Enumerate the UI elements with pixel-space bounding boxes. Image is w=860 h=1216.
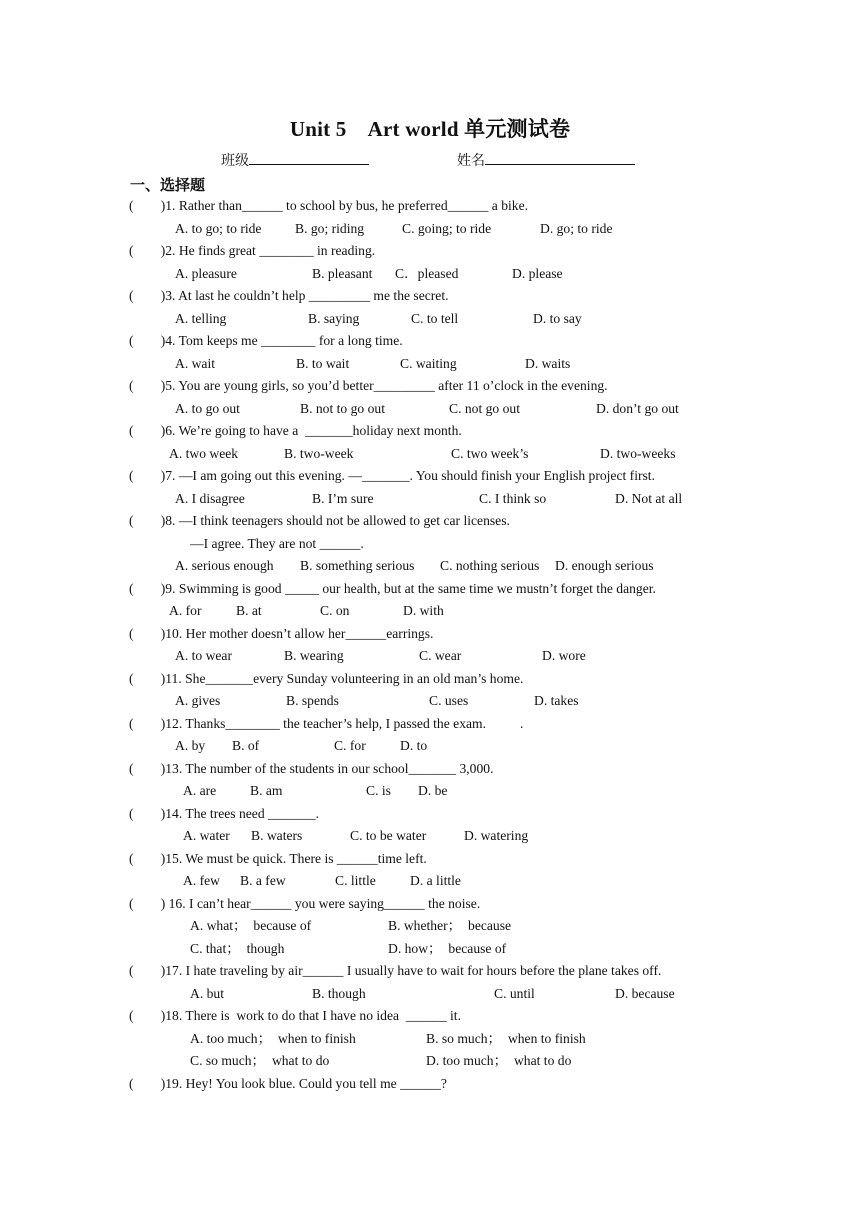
question-text: ( )4. Tom keeps me ________ for a long time. bbox=[129, 333, 403, 348]
answer-option[interactable]: A. are bbox=[183, 783, 217, 798]
answer-option[interactable]: D. waits bbox=[525, 355, 571, 371]
answer-option[interactable]: A. pleasure bbox=[175, 265, 237, 281]
answer-option[interactable]: C. waiting bbox=[400, 355, 457, 371]
answer-option[interactable]: A. serious enough bbox=[175, 558, 274, 573]
question-text: ( )3. At last he couldn’t help _________ me the secret. bbox=[129, 288, 449, 303]
answer-option[interactable]: B. am bbox=[250, 783, 283, 798]
question-text: ( )10. Her mother doesn’t allow her______earrings. bbox=[129, 625, 434, 641]
answer-option[interactable]: C. that； though bbox=[190, 940, 285, 956]
answer-option[interactable]: B. whether； because bbox=[388, 918, 512, 933]
answer-option[interactable]: B. two-week bbox=[284, 445, 354, 461]
class-blank[interactable] bbox=[249, 151, 369, 165]
class-label: 班级 bbox=[221, 154, 249, 169]
section-heading: 一、选择题 bbox=[130, 178, 206, 194]
answer-option[interactable]: B. so much； when to finish bbox=[426, 1030, 586, 1046]
answer-option[interactable]: B. wearing bbox=[284, 648, 344, 663]
answer-option[interactable]: A. water bbox=[183, 828, 230, 843]
answer-option[interactable]: D. with bbox=[403, 603, 444, 618]
answer-option[interactable]: B. at bbox=[236, 603, 262, 618]
answer-option[interactable]: D. because bbox=[615, 985, 675, 1001]
answer-option[interactable]: D. takes bbox=[534, 693, 579, 708]
answer-option[interactable]: D. two-weeks bbox=[600, 445, 676, 461]
answer-option[interactable]: B. pleasant bbox=[312, 265, 373, 281]
question-text: ( )12. Thanks________ the teacher’s help, I passed the exam. . bbox=[129, 715, 524, 731]
answer-option[interactable]: B. saying bbox=[308, 310, 360, 326]
name-field bbox=[457, 150, 635, 170]
answer-option[interactable]: D. how； because of bbox=[388, 940, 507, 956]
answer-option[interactable]: B. to wait bbox=[296, 355, 350, 371]
answer-option[interactable]: A. too much； when to finish bbox=[190, 1030, 356, 1046]
answer-option[interactable]: A. to wear bbox=[175, 648, 232, 663]
answer-option[interactable]: A. two week bbox=[169, 445, 239, 461]
question-text: ( )2. He finds great ________ in reading. bbox=[129, 243, 376, 258]
answer-option[interactable]: B. a few bbox=[240, 873, 286, 888]
answer-option[interactable]: A. to go out bbox=[175, 400, 240, 416]
answer-option[interactable]: C. I think so bbox=[479, 490, 547, 506]
question-text: ( )18. There is work to do that I have no idea ______ it. bbox=[129, 1008, 461, 1023]
class-field bbox=[221, 150, 369, 170]
answer-option[interactable]: A. gives bbox=[175, 693, 221, 708]
question-text: —I agree. They are not ______. bbox=[190, 535, 364, 551]
answer-option[interactable]: D. please bbox=[512, 265, 563, 281]
answer-option[interactable]: C. uses bbox=[429, 693, 469, 708]
answer-option[interactable]: C. to be water bbox=[350, 828, 427, 843]
answer-option[interactable]: A. what； because of bbox=[190, 918, 312, 933]
answer-option[interactable]: C. so much； what to do bbox=[190, 1053, 330, 1068]
answer-option[interactable]: C. on bbox=[320, 603, 350, 618]
answer-option[interactable]: C. until bbox=[494, 985, 535, 1001]
answer-option[interactable]: A. I disagree bbox=[175, 490, 245, 506]
answer-option[interactable]: D. enough serious bbox=[555, 558, 654, 573]
answer-option[interactable]: C. not go out bbox=[449, 400, 520, 416]
answer-option[interactable]: D. Not at all bbox=[615, 490, 683, 506]
question-text: ( )11. She_______every Sunday volunteering in an old man’s home. bbox=[129, 670, 524, 686]
answer-option[interactable]: C. wear bbox=[419, 648, 462, 663]
answer-option[interactable]: C. two week’s bbox=[451, 445, 529, 461]
question-text: ( ) 16. I can’t hear______ you were saying______ the noise. bbox=[129, 895, 481, 911]
question-text: ( )7. —I am going out this evening. —_______. You should finish your English project first. bbox=[129, 468, 655, 483]
answer-option[interactable]: A. wait bbox=[175, 355, 216, 371]
question-text: ( )13. The number of the students in our school_______ 3,000. bbox=[129, 760, 494, 776]
answer-option[interactable]: A. telling bbox=[175, 310, 227, 326]
answer-option[interactable]: D. a little bbox=[410, 873, 461, 888]
answer-option[interactable]: A. few bbox=[183, 873, 220, 888]
question-text: ( )15. We must be quick. There is ______time left. bbox=[129, 850, 427, 866]
question-text: ( )6. We’re going to have a _______holiday next month. bbox=[129, 423, 462, 438]
answer-option[interactable]: A. but bbox=[190, 985, 224, 1001]
question-text: ( )9. Swimming is good _____ our health, but at the same time we mustn’t forget the danger. bbox=[129, 580, 656, 596]
answer-option[interactable]: D. don’t go out bbox=[596, 400, 679, 416]
page-title: Unit 5 Art world 单元测试卷 bbox=[289, 117, 571, 141]
answer-option[interactable]: B. of bbox=[232, 738, 260, 753]
answer-option[interactable]: A. by bbox=[175, 738, 206, 753]
question-text: ( )1. Rather than______ to school by bus, he preferred______ a bike. bbox=[129, 198, 529, 213]
answer-option[interactable]: C. for bbox=[334, 738, 366, 753]
answer-option[interactable]: B. go; riding bbox=[295, 220, 365, 236]
answer-option[interactable]: C. is bbox=[366, 783, 391, 798]
name-blank[interactable] bbox=[485, 151, 635, 165]
question-text: ( )19. Hey! You look blue. Could you tell me ______? bbox=[129, 1075, 447, 1091]
answer-option[interactable]: D. too much； what to do bbox=[426, 1053, 572, 1068]
answer-option[interactable]: B. something serious bbox=[300, 558, 415, 573]
answer-option[interactable]: C．pleased bbox=[395, 265, 459, 281]
answer-option[interactable]: B. though bbox=[312, 985, 366, 1001]
answer-option[interactable]: D. watering bbox=[464, 828, 529, 843]
answer-option[interactable]: B. waters bbox=[251, 828, 303, 843]
name-label: 姓名 bbox=[457, 154, 485, 169]
answer-option[interactable]: A. for bbox=[169, 603, 202, 618]
answer-option[interactable]: D. wore bbox=[542, 648, 586, 663]
answer-option[interactable]: A. to go; to ride bbox=[175, 220, 262, 236]
answer-option[interactable]: C. nothing serious bbox=[440, 558, 540, 573]
answer-option[interactable]: C. little bbox=[335, 873, 376, 888]
answer-option[interactable]: B. not to go out bbox=[300, 400, 385, 416]
question-text: ( )8. —I think teenagers should not be allowed to get car licenses. bbox=[129, 513, 510, 528]
question-text: ( )5. You are young girls, so you’d better_________ after 11 o’clock in the evening. bbox=[129, 378, 608, 393]
answer-option[interactable]: B. spends bbox=[286, 693, 339, 708]
answer-option[interactable]: D. go; to ride bbox=[540, 220, 613, 236]
answer-option[interactable]: D. to say bbox=[533, 310, 582, 326]
question-text: ( )17. I hate traveling by air______ I usually have to wait for hours before the plane takes off. bbox=[129, 963, 662, 978]
question-text: ( )14. The trees need _______. bbox=[129, 805, 320, 821]
answer-option[interactable]: B. I’m sure bbox=[312, 490, 374, 506]
answer-option[interactable]: C. to tell bbox=[411, 310, 459, 326]
answer-option[interactable]: D. be bbox=[418, 783, 448, 798]
answer-option[interactable]: D. to bbox=[400, 738, 428, 753]
answer-option[interactable]: C. going; to ride bbox=[402, 220, 492, 236]
